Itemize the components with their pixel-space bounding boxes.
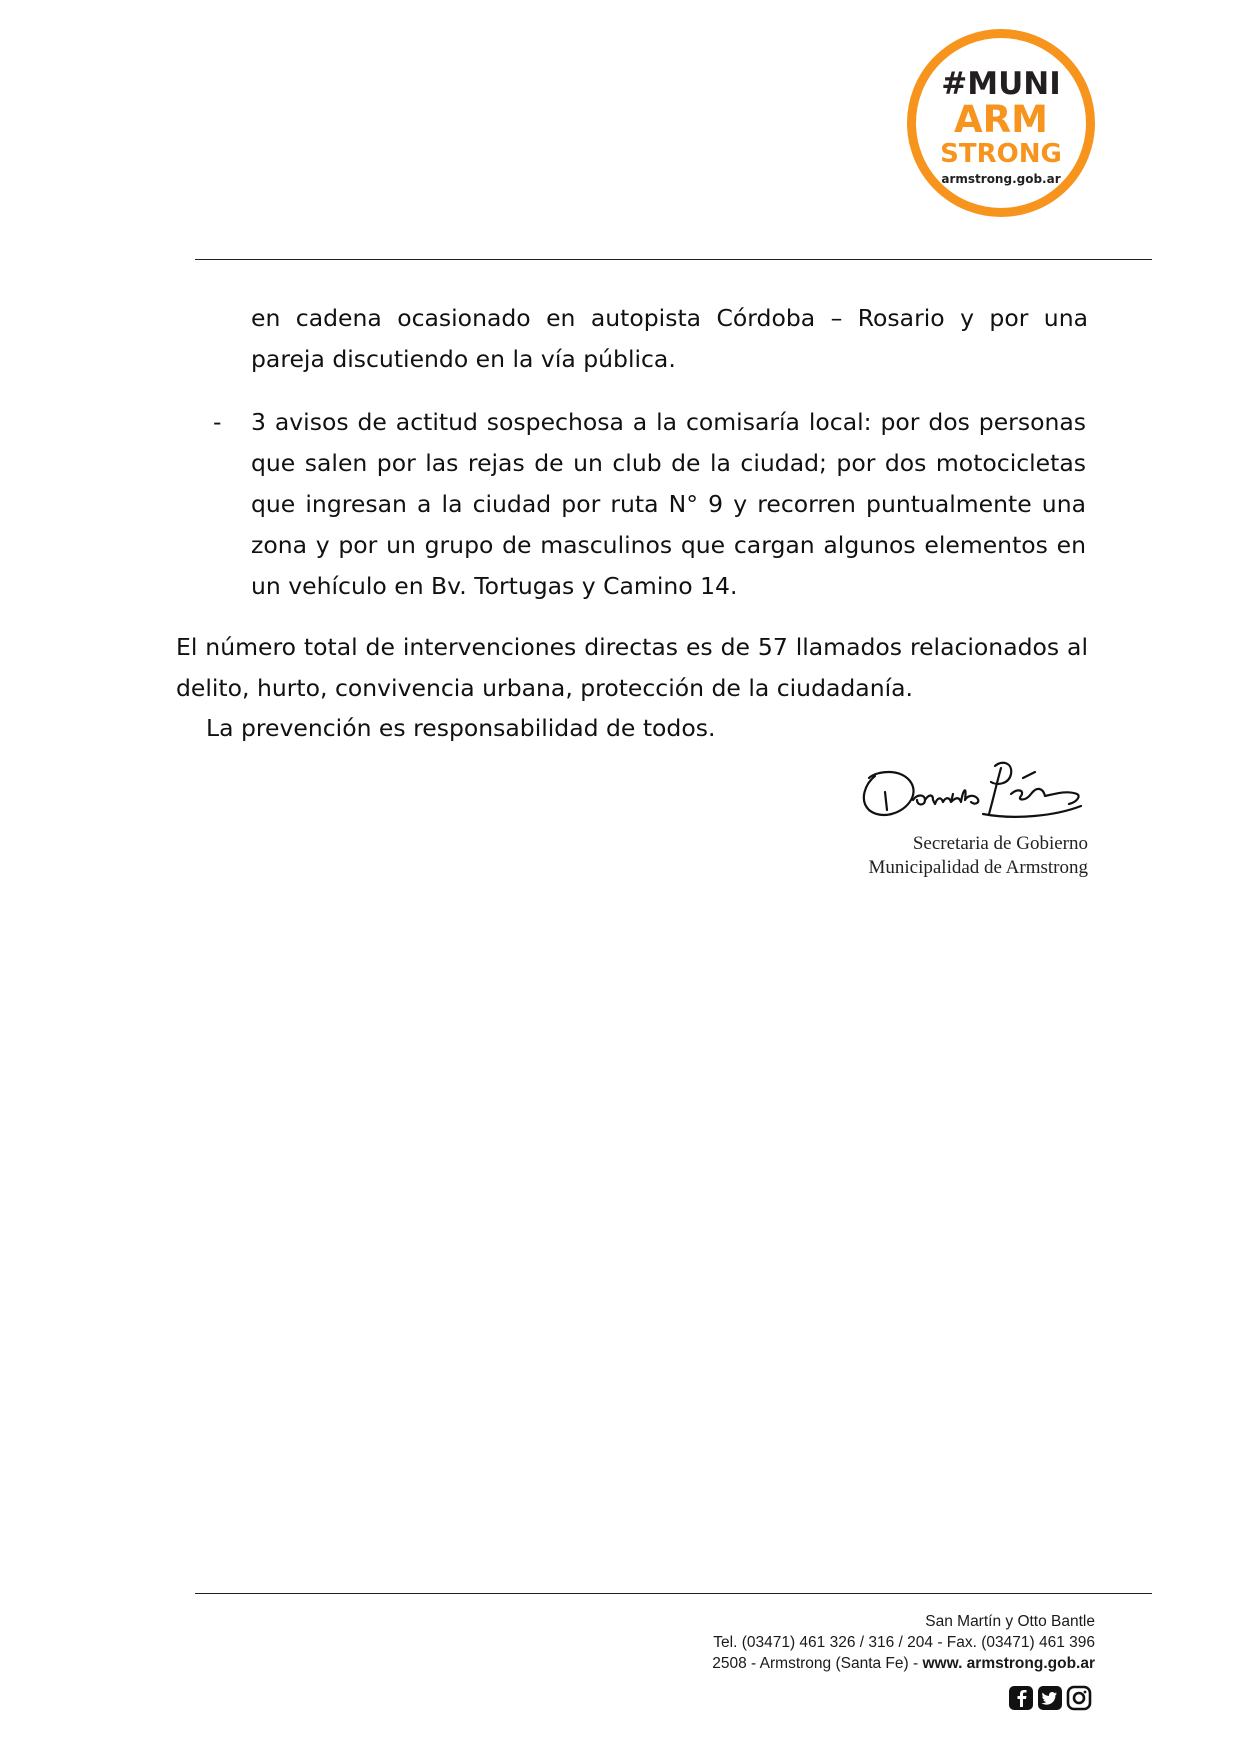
footer-city-line [712,1655,1095,1673]
footer-website: www. armstrong.gob.ar [922,1655,1095,1672]
handwritten-signature [855,754,1090,826]
footer-city: 2508 - Armstrong (Santa Fe) - [712,1655,923,1672]
logo-line-3: STRONG [940,139,1062,169]
footer-phones: Tel. (03471) 461 326 / 316 / 204 - Fax. (03471) 461 396 [713,1634,1095,1651]
twitter-icon[interactable] [1037,1685,1063,1711]
summary-paragraph: El número total de intervenciones directas es de 57 llamados relacionados al delito, hurto, convivencia urbana, protección de la ciudadanía. [176,633,1088,702]
bullet-paragraph: 3 avisos de actitud sospechosa a la comisaría local: por dos personas que salen por las rejas de un club de la ciudad; por dos motocicletas que ingresan a la ciudad por ruta N° 9 y recorren puntualmente una zona y por un grupo de masculinos que cargan algunos elementos en un vehículo en Bv. Tortugas y Camino 14. [251,408,1086,600]
logo-line-4: armstrong.gob.ar [941,172,1061,186]
signatory-organization: Municipalidad de Armstrong [868,857,1088,878]
municipality-logo [907,29,1095,217]
facebook-icon[interactable] [1008,1685,1034,1711]
footer-address: San Martín y Otto Bantle [925,1613,1095,1630]
logo-line-2: ARM [954,98,1048,141]
header-divider [195,259,1152,260]
logo-line-1: #MUNI [941,66,1061,102]
social-icons [1008,1685,1092,1713]
bullet-marker: - [213,408,222,436]
signature-text: Danilo Pérez [855,754,861,755]
closing-line: La prevención es responsabilidad de todos. [206,714,716,742]
paragraph-continuation: en cadena ocasionado en autopista Córdoba – Rosario y por una pareja discutiendo en la vía pública. [251,304,1088,373]
footer-divider [195,1593,1152,1594]
signatory-title: Secretaria de Gobierno [912,833,1088,854]
instagram-icon[interactable] [1066,1685,1092,1711]
